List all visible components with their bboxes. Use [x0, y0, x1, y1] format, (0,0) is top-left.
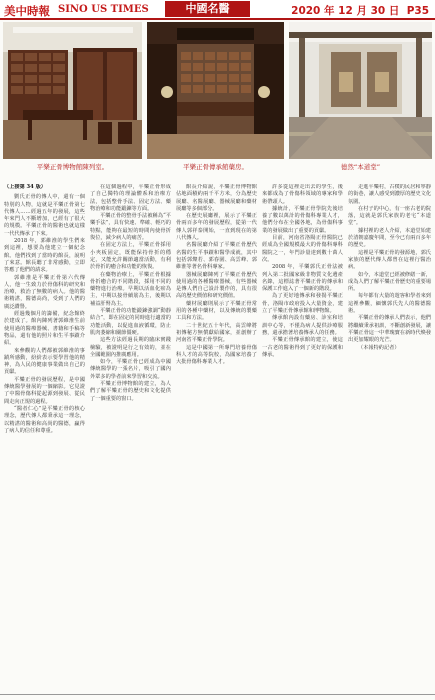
article-dateline: （上接第 34 版）: [4, 184, 46, 190]
paragraph: 館長介紹說，平樂正骨博物館佔地面積約兩千平方米，分為歷史展廳、名醫展廳、器械展廳和藥材展廳等多個部分。: [176, 184, 257, 212]
paragraph: 在固定方法上，平樂正骨採用小夾板固定，既能保持骨折的穩定，又能允許關節適當活動，有利於骨折的癒合和功能的恢復。: [90, 242, 171, 271]
paragraph: 平樂正骨博物館的建立，為人們了解平樂正骨的歷史和文化提供了一個重要的窗口。: [90, 381, 171, 402]
paragraph: 據統計，平樂正骨學院先後培養了數以萬計的骨傷科專業人才，他們分布在全國各地，為骨傷科事業的發展做出了重要的貢獻。: [262, 205, 343, 234]
masthead-chinese: 美中時報: [4, 4, 50, 18]
section-title: 中國名醫: [165, 1, 250, 17]
paragraph: 目前，河南省洛陽正骨醫院已經成為全國規模最大的骨傷科專科醫院之一，年門診量達到數十萬人次。: [262, 235, 343, 263]
header-rule: [0, 18, 435, 20]
paragraph: 經過幾個月的籌備，紀念館終於建成了。館內陳列著郭維淮生前使用過的醫療器械、書籍和手稿等物品，還有他的照片和生平事蹟介紹。: [4, 311, 85, 347]
paragraph: 來參觀的人們都被郭維淮的事蹟所感動，紛紛表示要學習他的精神，為人民的健康事業做出自己的貢獻。: [4, 347, 85, 376]
article-column-2: [90, 184, 171, 694]
paragraph: 名醫展廳介紹了平樂正骨歷代名醫的生平事蹟和醫學成就，其中包括郭燦若、郭春園、高雲峰、郭維淮等著名骨科專家。: [176, 242, 257, 271]
paragraph: 每年都有大量的遊客和學者來到這裡參觀，緬懷郭氏先人的醫德醫術。: [348, 293, 431, 315]
page-number: P35: [406, 5, 429, 17]
paragraph: 在藥物治療上，平樂正骨根據骨折癒合的不同階段，採用不同的藥物進行治療。早期以活血化瘀為主，中期以接骨續筋為主，後期以補益肝腎為主。: [90, 271, 171, 307]
paragraph: 如今，平樂正骨已經成為中國傳統醫學的一張名片，吸引了國內外眾多的學者前來學習和交流。: [90, 359, 171, 380]
pharmacy-shelves-photo-icon: [3, 22, 142, 159]
photo-caption-2: 平樂正骨傳承館藥房。: [183, 163, 248, 171]
paragraph: 平樂正骨的功能鍛鍊強調“動靜結合”，即在固定的同時進行適當的功能活動，以促進血液循環，防止肌肉萎縮和關節僵硬。: [90, 308, 171, 336]
paragraph: 在這個過程中，平樂正骨形成了自己獨特的理論體系和治療方法，包括整骨手法、固定方法、藥物治療和功能鍛鍊等方面。: [90, 184, 171, 212]
paragraph: 這是中國第一所專門培養骨傷科人才的高等院校，為國家培養了大批骨傷科專業人才。: [176, 344, 257, 366]
paragraph: 如今，本道堂已經被修繕一新，成為人們了解平樂正骨歷史的重要場所。: [348, 271, 431, 293]
paragraph: 器械展廳陳列了平樂正骨歷代使用過的各種醫療器械，有些器械是傳人們自己設計製作的，具有很高的歷史價值和研究價值。: [176, 271, 257, 300]
paragraph: 平樂正骨的發展歷程，是中國傳統醫學發展的一個縮影。它見證了中醫骨傷科從起源到發展、從民間走向正規的過程。: [4, 376, 85, 405]
paragraph: 這裡是平樂正骨的發源地，郭氏家族的歷代傳人都曾在這裡行醫治病。: [348, 249, 431, 271]
page-header: [0, 0, 435, 18]
paragraph: 藥材展廳則展示了平樂正骨常用的各種中藥材，以及傳統的製藥工具和方法。: [176, 300, 257, 322]
paragraph: 據村裡的老人介紹，本道堂始建於清朝嘉慶年間，至今已有兩百多年的歷史。: [348, 227, 431, 249]
photo-pharmacy-room: [147, 22, 284, 159]
paragraph: 2008 年，平樂郭氏正骨法被列入第二批國家級非物質文化遺產名錄，這標誌著平樂正骨的傳承和保護工作進入了一個新的階段。: [262, 264, 343, 293]
paragraph: 郭維淮是平樂正骨第六代傳人，他一生致力於骨傷科的研究和治療，救治了無數的病人。他的醫術精湛，醫德高尚，受到了人們的廣泛讚譽。: [4, 274, 85, 310]
photo-museum-display-room: [3, 22, 142, 159]
paragraph: 傳承館內設有藥房、診室和培訓中心等，不僅為病人提供診療服務，還承擔著培養傳承人的任務。: [262, 315, 343, 336]
paragraph: 平樂正骨的傳承人們表示，他們將繼續秉承祖訓，不斷創新發展，讓平樂正骨這一中華瑰寶在新時代煥發出更加耀眼的光芒。: [348, 315, 431, 344]
masthead-english: SINO US TIMES: [58, 4, 149, 15]
photo-caption-1: 平樂正骨博物館陳列室。: [36, 163, 109, 171]
photo-courtyard: [289, 22, 432, 159]
article-column-3: [176, 184, 257, 694]
article-column-1: [4, 184, 85, 694]
paragraph: 平樂正骨的整骨手法被稱為“平樂手法”，具有快速、準確、輕巧的特點，能夠在最短的時間內使骨折復位，減少病人的痛苦。: [90, 213, 171, 242]
paragraph: 走進平樂村，古樸的民居和寧靜的街巷，讓人感受到濃厚的歷史文化氛圍。: [348, 184, 431, 205]
pharmacy-interior-photo-icon: [147, 22, 284, 159]
issue-date-page: [291, 3, 429, 18]
photo-caption-3: 德然“本道堂”: [340, 163, 381, 171]
issue-date: 2020 年 12 月 30 日: [291, 5, 400, 17]
paragraph: 劉氏正骨的傳人中，還有一個特別的人物，這就是平樂正骨第七代傳人……經過五年的發展，這些年來門人不斷增加，已經有了很大的規模。平樂正骨的醫術也就這樣一代代傳承了下來。: [4, 194, 85, 237]
paragraph: 平樂正骨傳承館的建立，使這一古老的醫術得到了更好的保護和傳承。: [262, 337, 343, 358]
paragraph: 在村子的中心，有一座古老的院落，這就是郭氏家族的老宅“本道堂”。: [348, 205, 431, 227]
article-column-5: [348, 184, 431, 694]
paragraph: “醫者仁心”是平樂正骨的核心理念，歷代傳人都秉承這一理念，以精湛的醫術和高尚的醫德，贏得了病人的信任和尊重。: [4, 405, 85, 434]
paragraph: 這些方法經過長期的臨床實踐檢驗，被證明是行之有效的，並在全國範圍內推廣應用。: [90, 337, 171, 358]
article-column-4: [262, 184, 343, 694]
paragraph: （本報特約記者）: [358, 344, 400, 351]
paragraph: 二十世紀五十年代，高雲峰將祖傳秘方無償獻給國家，並創辦了河南省平樂正骨學院。: [176, 322, 257, 344]
paragraph: 在歷史展廳裡，展示了平樂正骨兩百多年的發展歷程，從第一代傳人郭祥泰開始，一直到現在的第八代傳人。: [176, 213, 257, 242]
footer-rule: [0, 694, 435, 695]
paragraph: 2018 年，郭維淮的學生們來到這裡，想要為他建立一個紀念館。他們找到了當時的館長，說明了來意。館長聽了非常感動，立即答應了他們的請求。: [4, 238, 85, 274]
paragraph: 許多從這裡走出去的學生，後來都成為了骨傷科領域的專家和學術帶頭人。: [262, 184, 343, 205]
courtyard-photo-icon: [289, 22, 432, 159]
paragraph: 為了更好地傳承和發揚平樂正骨，洛陽市政府投入大量資金，建立了平樂正骨傳承館和博物館。: [262, 293, 343, 315]
